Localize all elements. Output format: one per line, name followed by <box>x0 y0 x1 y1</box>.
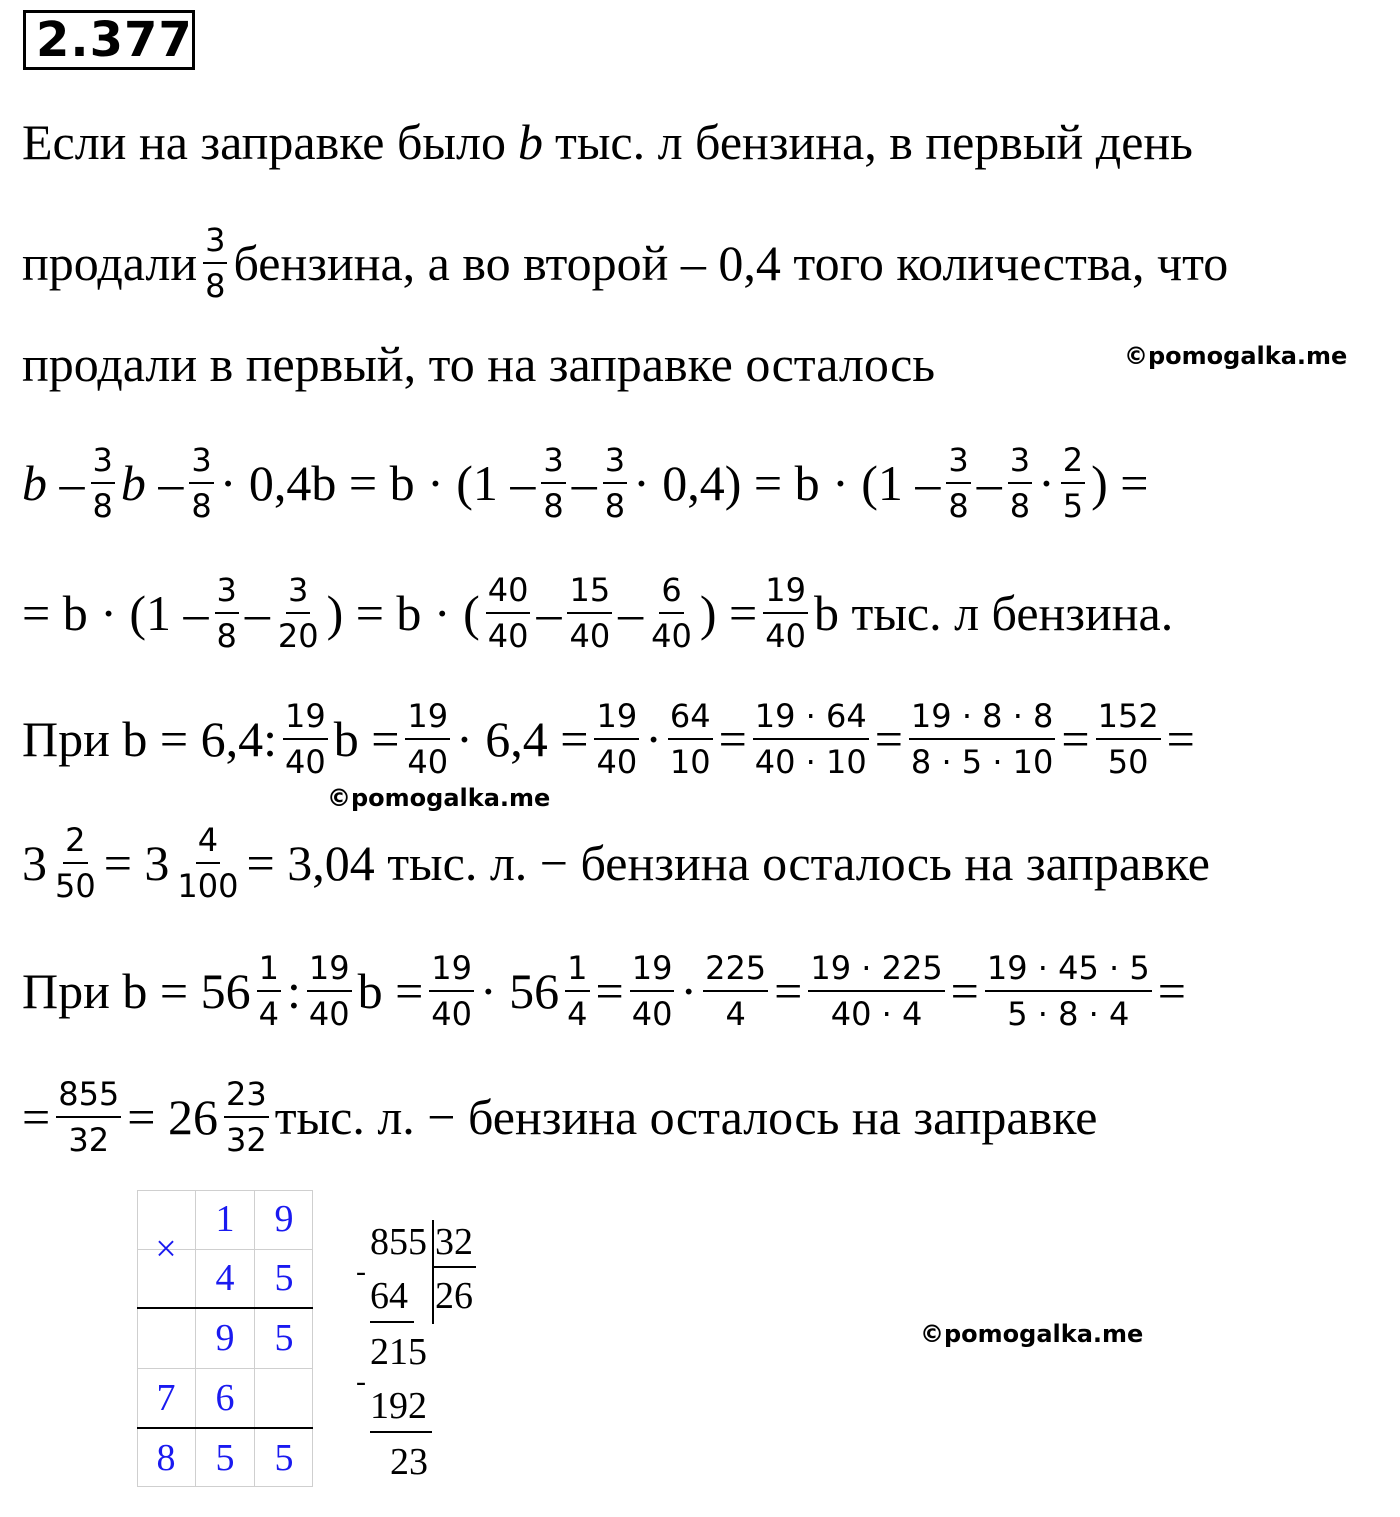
digit-cell: 5 <box>274 1437 294 1479</box>
fraction: $\frac{6}{40}$ <box>651 571 692 655</box>
fraction: $\frac{19}{40}$ <box>431 949 472 1033</box>
fraction: $\frac{19 \cdot 64}{40 \cdot 10}$ <box>754 697 867 781</box>
digit-cell: 5 <box>215 1437 235 1479</box>
subtrahend-1: 64 <box>370 1275 408 1317</box>
watermark: ©pomogalka.me <box>1124 342 1348 370</box>
intro-line-2 <box>22 222 1228 304</box>
fraction: $\frac{2}{5}$ <box>1062 441 1084 525</box>
fraction: $\frac{19 \cdot 45 \cdot 5}{5 \cdot 8 \cdot 4}$ <box>986 949 1150 1033</box>
fraction: $\frac{3}{8}$ <box>92 441 113 525</box>
fraction: $\frac{19}{40}$ <box>284 697 326 781</box>
fraction: $\frac{1}{4}$ <box>258 949 279 1033</box>
digit-cell: 4 <box>215 1257 235 1299</box>
multiply-sign: × <box>155 1228 177 1270</box>
equation-line-2: = b · (1 – $\frac{3}{8}$ – $\frac{3}{20}$ ) = b · ( $\frac{40}{40}$ – $\frac{15}{40}$ – $\frac{6}{40}$ ) = $\frac{19}{40}$ b тыс. л бензина. <box>22 571 1174 655</box>
digit-cell: 8 <box>156 1437 176 1479</box>
minus-sign: - <box>356 1365 366 1398</box>
digit-cell: 7 <box>156 1377 176 1419</box>
intro-text: продали <box>22 235 198 291</box>
fraction: $\frac{855}{32}$ <box>58 1075 120 1159</box>
fraction: $\frac{19 \cdot 225}{40 \cdot 4}$ <box>810 949 943 1033</box>
fraction: $\frac{40}{40}$ <box>487 571 529 655</box>
digit-cell: 1 <box>215 1198 235 1240</box>
fraction: $\frac{3}{8}$ <box>1009 441 1031 525</box>
digit-cell: 5 <box>274 1257 294 1299</box>
fraction: $\frac{19}{40}$ <box>765 571 806 655</box>
watermark: ©pomogalka.me <box>327 784 551 812</box>
remainder-1: 215 <box>370 1331 427 1373</box>
quotient: 26 <box>435 1275 473 1317</box>
fraction: $\frac{23}{32}$ <box>225 1075 267 1159</box>
intro-text: продали в первый, то на заправке осталось <box>22 336 936 392</box>
equation-line-1: b – $\frac{3}{8}$ b – $\frac{3}{8}$ · 0,4b = b · (1 – $\frac{3}{8}$ – $\frac{3}{8}$ · 0,4) = b · (1 – $\frac{3}{8}$ – $\frac{3}{8}$ · $\frac{2}{5}$ ) = <box>22 441 1149 525</box>
digit-cell: 9 <box>274 1198 294 1240</box>
intro-text: тыс. л бензина, в первый день <box>554 114 1193 170</box>
intro-line-3 <box>22 334 935 394</box>
equation-line-4: 3 $\frac{2}{50}$ = 3 $\frac{4}{100}$ = 3,04 тыс. л. − бензина осталось на заправке <box>22 821 1210 905</box>
digit-cell: 5 <box>274 1317 294 1359</box>
divisor: 32 <box>435 1221 473 1263</box>
fraction: $\frac{64}{10}$ <box>669 697 711 781</box>
fraction: $\frac{3}{8}$ <box>191 441 212 525</box>
fraction: $\frac{152}{50}$ <box>1097 697 1159 781</box>
fraction: $\frac{225}{4}$ <box>705 949 767 1033</box>
intro-line-1 <box>22 112 1193 172</box>
digit-cell: 6 <box>215 1377 235 1419</box>
dividend: 855 <box>370 1221 427 1263</box>
fraction: $\frac{19}{40}$ <box>407 697 449 781</box>
fraction: $\frac{1}{4}$ <box>567 949 588 1033</box>
problem-number: 2.377 <box>23 10 195 70</box>
equation-line-3: При b = 6,4: $\frac{19}{40}$ b = $\frac{19}{40}$ · 6,4 = $\frac{19}{40}$ · $\frac{64}{10}$ = $\frac{19 \cdot 64}{40 \cdot 10}$ = $\frac{19 \cdot 8 \cdot 8}{8 \cdot 5 \cdot 10}$ = $\frac{152}{50}$ = <box>22 697 1195 781</box>
minus-sign: - <box>356 1255 366 1288</box>
fraction: $\frac{3}{8}$ <box>205 221 226 305</box>
column-multiplication <box>137 1190 313 1487</box>
fraction: $\frac{3}{20}$ <box>277 571 319 655</box>
digit-cell: 9 <box>215 1317 235 1359</box>
fraction: $\frac{3}{8}$ <box>604 441 626 525</box>
fraction: $\frac{19}{40}$ <box>308 949 350 1033</box>
variable-b: b <box>517 114 543 170</box>
intro-text: бензина, а во второй – 0,4 того количества, что <box>233 235 1229 291</box>
long-division <box>356 1220 500 1490</box>
fraction: $\frac{3}{8}$ <box>216 571 237 655</box>
fraction: $\frac{3}{8}$ <box>543 441 564 525</box>
fraction: $\frac{19}{40}$ <box>596 697 638 781</box>
fraction: $\frac{3}{8}$ <box>948 441 969 525</box>
fraction: $\frac{15}{40}$ <box>569 571 611 655</box>
fraction: $\frac{19 \cdot 8 \cdot 8}{8 \cdot 5 \cdot 10}$ <box>910 697 1054 781</box>
watermark: ©pomogalka.me <box>920 1320 1144 1348</box>
fraction: $\frac{4}{100}$ <box>177 821 239 905</box>
fraction: $\frac{19}{40}$ <box>631 949 673 1033</box>
remainder-2: 23 <box>390 1441 428 1483</box>
intro-text: Если на заправке было <box>22 114 506 170</box>
equation-line-5: При b = 56 $\frac{1}{4}$ : $\frac{19}{40}$ b = $\frac{19}{40}$ · 56 $\frac{1}{4}$ = $\frac{19}{40}$ · $\frac{225}{4}$ = $\frac{19 \cdot 225}{40 \cdot 4}$ = $\frac{19 \cdot 45 \cdot 5}{5 \cdot 8 \cdot 4}$ = <box>22 949 1186 1033</box>
equation-line-6: = $\frac{855}{32}$ = 26 $\frac{23}{32}$ тыс. л. − бензина осталось на заправке <box>22 1075 1098 1159</box>
fraction: $\frac{2}{50}$ <box>55 821 96 905</box>
subtrahend-2: 192 <box>370 1385 427 1427</box>
